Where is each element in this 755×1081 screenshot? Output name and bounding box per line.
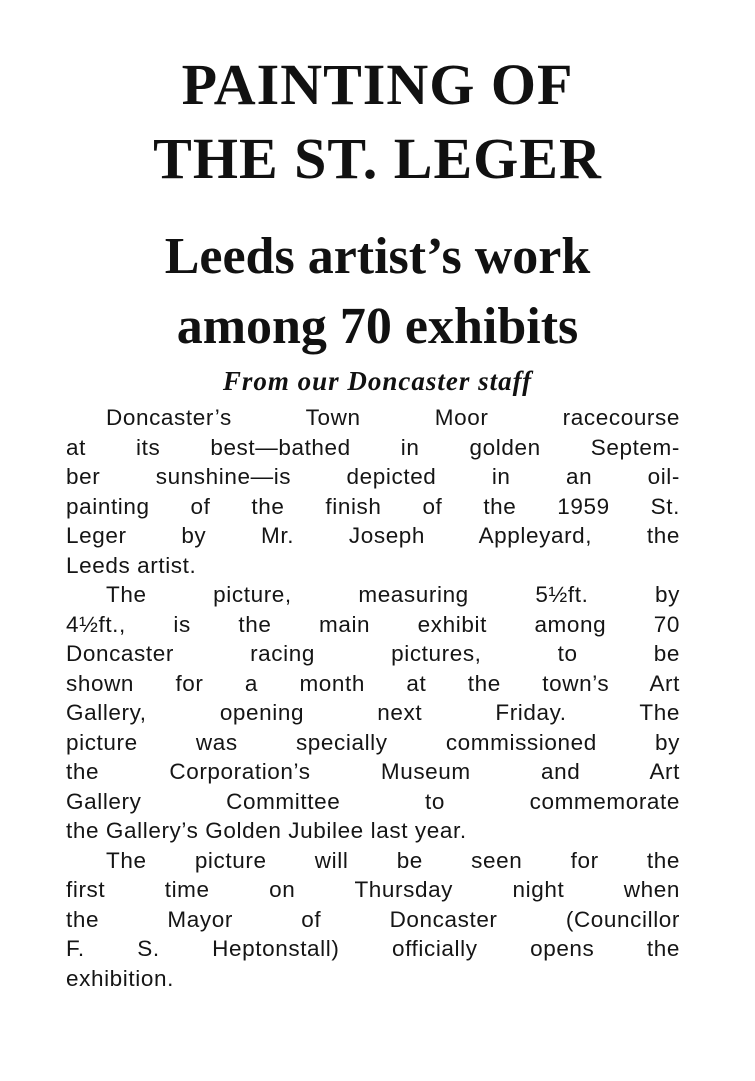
- text-line: The picture, measuring 5½ft. by: [106, 582, 680, 607]
- text-line: Doncaster’s Town Moor racecourse: [106, 405, 680, 430]
- headline-line: PAINTING OF: [181, 52, 574, 117]
- text-line: at its best—bathed in golden Septem-: [66, 434, 680, 460]
- subheadline: [0, 222, 755, 362]
- text-line: shown for a month at the town’s Art: [66, 670, 680, 696]
- paragraph-3: [66, 846, 680, 994]
- text-line: the Mayor of Doncaster (Councillor: [66, 906, 680, 932]
- text-line: painting of the finish of the 1959 St.: [66, 493, 680, 519]
- headline-line: THE ST. LEGER: [153, 126, 602, 191]
- text-line: 4½ft., is the main exhibit among 70: [66, 611, 680, 637]
- paragraph-2: [66, 580, 680, 846]
- text-line: Leeds artist.: [66, 552, 197, 578]
- subheadline-line: Leeds artist’s work: [164, 228, 591, 285]
- text-line: ber sunshine—is depicted in an oil-: [66, 464, 680, 489]
- paragraph-1: [66, 403, 680, 580]
- text-line: The picture will be seen for the: [106, 847, 680, 873]
- text-line: Leger by Mr. Joseph Appleyard, the: [66, 523, 680, 548]
- text-line: exhibition.: [66, 965, 174, 991]
- text-line: F. S. Heptonstall) officially opens the: [66, 936, 680, 961]
- text-line: Gallery, opening next Friday. The: [66, 700, 680, 725]
- text-line: Gallery Committee to commemorate: [66, 788, 680, 814]
- text-line: the Corporation’s Museum and Art: [66, 759, 680, 784]
- text-line: Doncaster racing pictures, to be: [66, 641, 680, 666]
- headline: [0, 48, 755, 196]
- byline: From our Doncaster staff: [222, 366, 533, 396]
- text-line: first time on Thursday night when: [66, 877, 680, 902]
- text-line: picture was specially commissioned by: [66, 729, 680, 755]
- subheadline-line: among 70 exhibits: [176, 298, 579, 355]
- text-line: the Gallery’s Golden Jubilee last year.: [66, 818, 467, 843]
- article-body: [66, 403, 680, 993]
